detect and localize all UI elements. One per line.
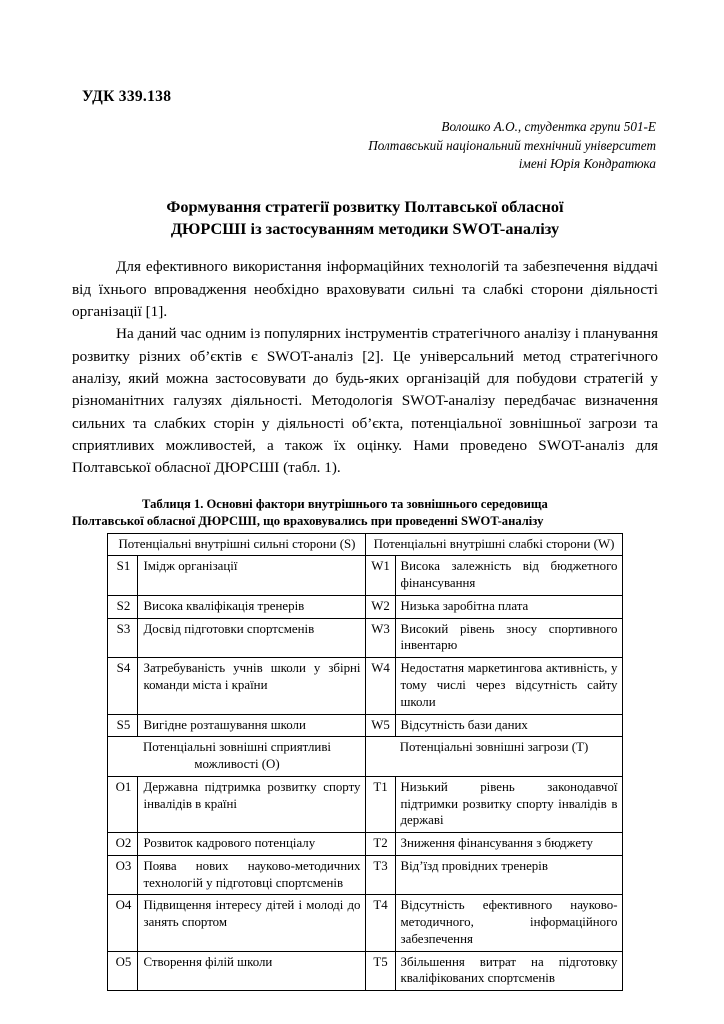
factor-text: Зниження фінансування з бюджету: [395, 833, 622, 856]
factor-code: S5: [108, 714, 138, 737]
factor-text: Державна підтримка розвитку спорту інвалідів в країні: [138, 776, 365, 832]
factor-code: O1: [108, 776, 138, 832]
factor-text: Висока кваліфікація тренерів: [138, 595, 365, 618]
factor-text: Низька заробітна плата: [395, 595, 622, 618]
factor-code: O2: [108, 833, 138, 856]
factor-code: T4: [365, 895, 395, 951]
author-affiliation-block: [72, 118, 656, 174]
table-caption-line-1: Таблиця 1. Основні фактори внутрішнього та зовнішнього середовища: [142, 496, 548, 511]
factor-text: Високий рівень зносу спортивного інвентарю: [395, 618, 622, 658]
factor-text: Створення філій школи: [138, 951, 365, 991]
factor-text: Вигідне розташування школи: [138, 714, 365, 737]
factor-code: S3: [108, 618, 138, 658]
author-name: Волошко А.О., студентка групи 501-Е: [441, 119, 656, 134]
factor-code: S4: [108, 658, 138, 714]
factor-code: T3: [365, 855, 395, 895]
factor-text: Недостатня маркетингова активність, у тому числі через відсутність сайту школи: [395, 658, 622, 714]
factor-code: S2: [108, 595, 138, 618]
factor-code: W4: [365, 658, 395, 714]
group-header-weaknesses: Потенціальні внутрішні слабкі сторони (W): [365, 533, 622, 556]
factor-text: Відсутність бази даних: [395, 714, 622, 737]
factor-code: O3: [108, 855, 138, 895]
title-line-2: ДЮРСШІ із застосуванням методики SWOT-аналізу: [170, 219, 560, 239]
factor-text: Поява нових науково-методичних технологій у підготовці спортсменів: [138, 855, 365, 895]
body-paragraph-2: На даний час одним із популярних інструментів стратегічного аналізу і планування розвитку різних об’єктів є SWOT-аналіз [2]. Це універсальний метод стратегічного аналізу, який можна застосовувати до будь-яких організацій для побудови стратегій у різноманітних галузях діяльності. Методологія SWOT-аналізу передбачає визначення сильних та слабких сторін у діяльності об’єкта, потенціальної зовнішньої загрози та сприятливих можливостей, а також їх оцінку. Нами проведено SWOT-аналіз для Полтавської обласної ДЮРСШІ (табл. 1).: [72, 325, 658, 477]
factor-code: O5: [108, 951, 138, 991]
udk-code: УДК 339.138: [82, 88, 172, 105]
table-row: [108, 618, 622, 658]
table-group-header-row-external: [108, 737, 622, 777]
factor-code: O4: [108, 895, 138, 951]
group-header-threats: Потенціальні зовнішні загрози (T): [365, 737, 622, 777]
factor-code: T1: [365, 776, 395, 832]
factor-code: T2: [365, 833, 395, 856]
table-row: [108, 855, 622, 895]
page-title: [86, 196, 644, 240]
factor-code: W2: [365, 595, 395, 618]
group-header-strengths: Потенціальні внутрішні сильні сторони (S): [108, 533, 365, 556]
factor-text: Збільшення витрат на підготовку кваліфікованих спортсменів: [395, 951, 622, 991]
factor-code: W1: [365, 556, 395, 596]
table-row: [108, 895, 622, 951]
swot-table: [107, 533, 622, 992]
factor-code: W3: [365, 618, 395, 658]
factor-text: Розвиток кадрового потенціалу: [138, 833, 365, 856]
factor-text: Від’їзд провідних тренерів: [395, 855, 622, 895]
factor-code: W5: [365, 714, 395, 737]
table-row: [108, 951, 622, 991]
factor-text: Досвід підготовки спортсменів: [138, 618, 365, 658]
factor-text: Затребуваність учнів школи у збірні команди міста і країни: [138, 658, 365, 714]
title-line-1: Формування стратегії розвитку Полтавської обласної: [166, 197, 564, 217]
table-row: [108, 658, 622, 714]
affiliation-line-1: Полтавський національний технічний університет: [368, 137, 656, 153]
factor-text: Низький рівень законодавчої підтримки розвитку спорту інвалідів в державі: [395, 776, 622, 832]
table-row: [108, 714, 622, 737]
body-paragraph-1: Для ефективного використання інформаційних технологій та забезпечення віддачі від їхнього впровадження необхідно враховувати сильні та слабкі сторони діяльності організації [1].: [72, 258, 658, 320]
table-row: [108, 776, 622, 832]
factor-code: T5: [365, 951, 395, 991]
table-row: [108, 556, 622, 596]
factor-code: S1: [108, 556, 138, 596]
table-caption-line-2: Полтавської обласної ДЮРСШІ, що враховувались при проведенні SWOT-аналізу: [72, 513, 544, 528]
table-row: [108, 595, 622, 618]
table-group-header-row-internal: [108, 533, 622, 556]
factor-text: Підвищення інтересу дітей і молоді до занять спортом: [138, 895, 365, 951]
factor-text: Відсутність ефективного науково-методичного, інформаційного забезпечення: [395, 895, 622, 951]
group-header-opportunities: Потенціальні зовнішні сприятливі можливості (O): [108, 737, 365, 777]
table-row: [108, 833, 622, 856]
factor-text: Імідж організації: [138, 556, 365, 596]
factor-text: Висока залежність від бюджетного фінансування: [395, 556, 622, 596]
table-caption: [72, 496, 658, 530]
affiliation-line-2: імені Юрія Кондратюка: [518, 156, 656, 172]
